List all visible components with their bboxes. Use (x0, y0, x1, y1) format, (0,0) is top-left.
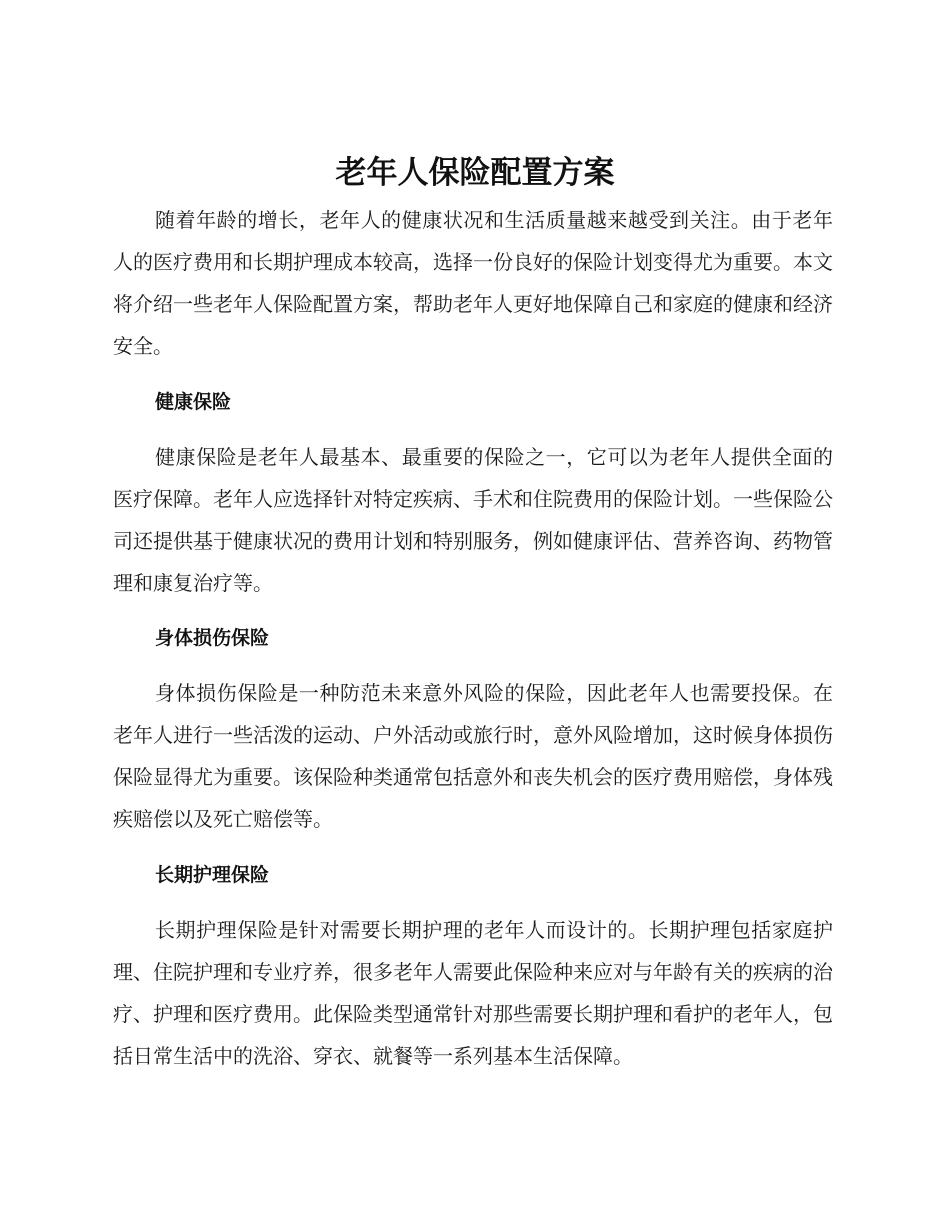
section-heading-injury-insurance: 身体损伤保险 (155, 627, 270, 649)
page-title: 老年人保险配置方案 (335, 155, 615, 191)
intro-paragraph: 随着年龄的增长，老年人的健康状况和生活质量越来越受到关注。由于老年人的医疗费用和长期护理成本较高，选择一份良好的保险计划变得尤为重要。本文将介绍一些老年人保险配置方案，帮助老年人更好地保障自己和家庭的健康和经济安全。 (113, 208, 833, 358)
section-body-health-insurance: 健康保险是老年人最基本、最重要的保险之一，它可以为老年人提供全面的医疗保障。老年人应选择针对特定疾病、手术和住院费用的保险计划。一些保险公司还提供基于健康状况的费用计划和特别服务，例如健康评估、营养咨询、药物管理和康复治疗等。 (113, 445, 833, 595)
section-heading-health-insurance: 健康保险 (155, 391, 232, 413)
section-heading-long-term-care: 长期护理保险 (155, 864, 270, 886)
section-body-long-term-care: 长期护理保险是针对需要长期护理的老年人而设计的。长期护理包括家庭护理、住院护理和专业疗养，很多老年人需要此保险种来应对与年龄有关的疾病的治疗、护理和医疗费用。此保险类型通常针对那些需要长期护理和看护的老年人，包括日常生活中的洗浴、穿衣、就餐等一系列基本生活保障。 (113, 918, 833, 1068)
section-body-injury-insurance: 身体损伤保险是一种防范未来意外风险的保险，因此老年人也需要投保。在老年人进行一些活泼的运动、户外活动或旅行时，意外风险增加，这时候身体损伤保险显得尤为重要。该保险种类通常包括意外和丧失机会的医疗费用赔偿，身体残疾赔偿以及死亡赔偿等。 (113, 681, 833, 831)
